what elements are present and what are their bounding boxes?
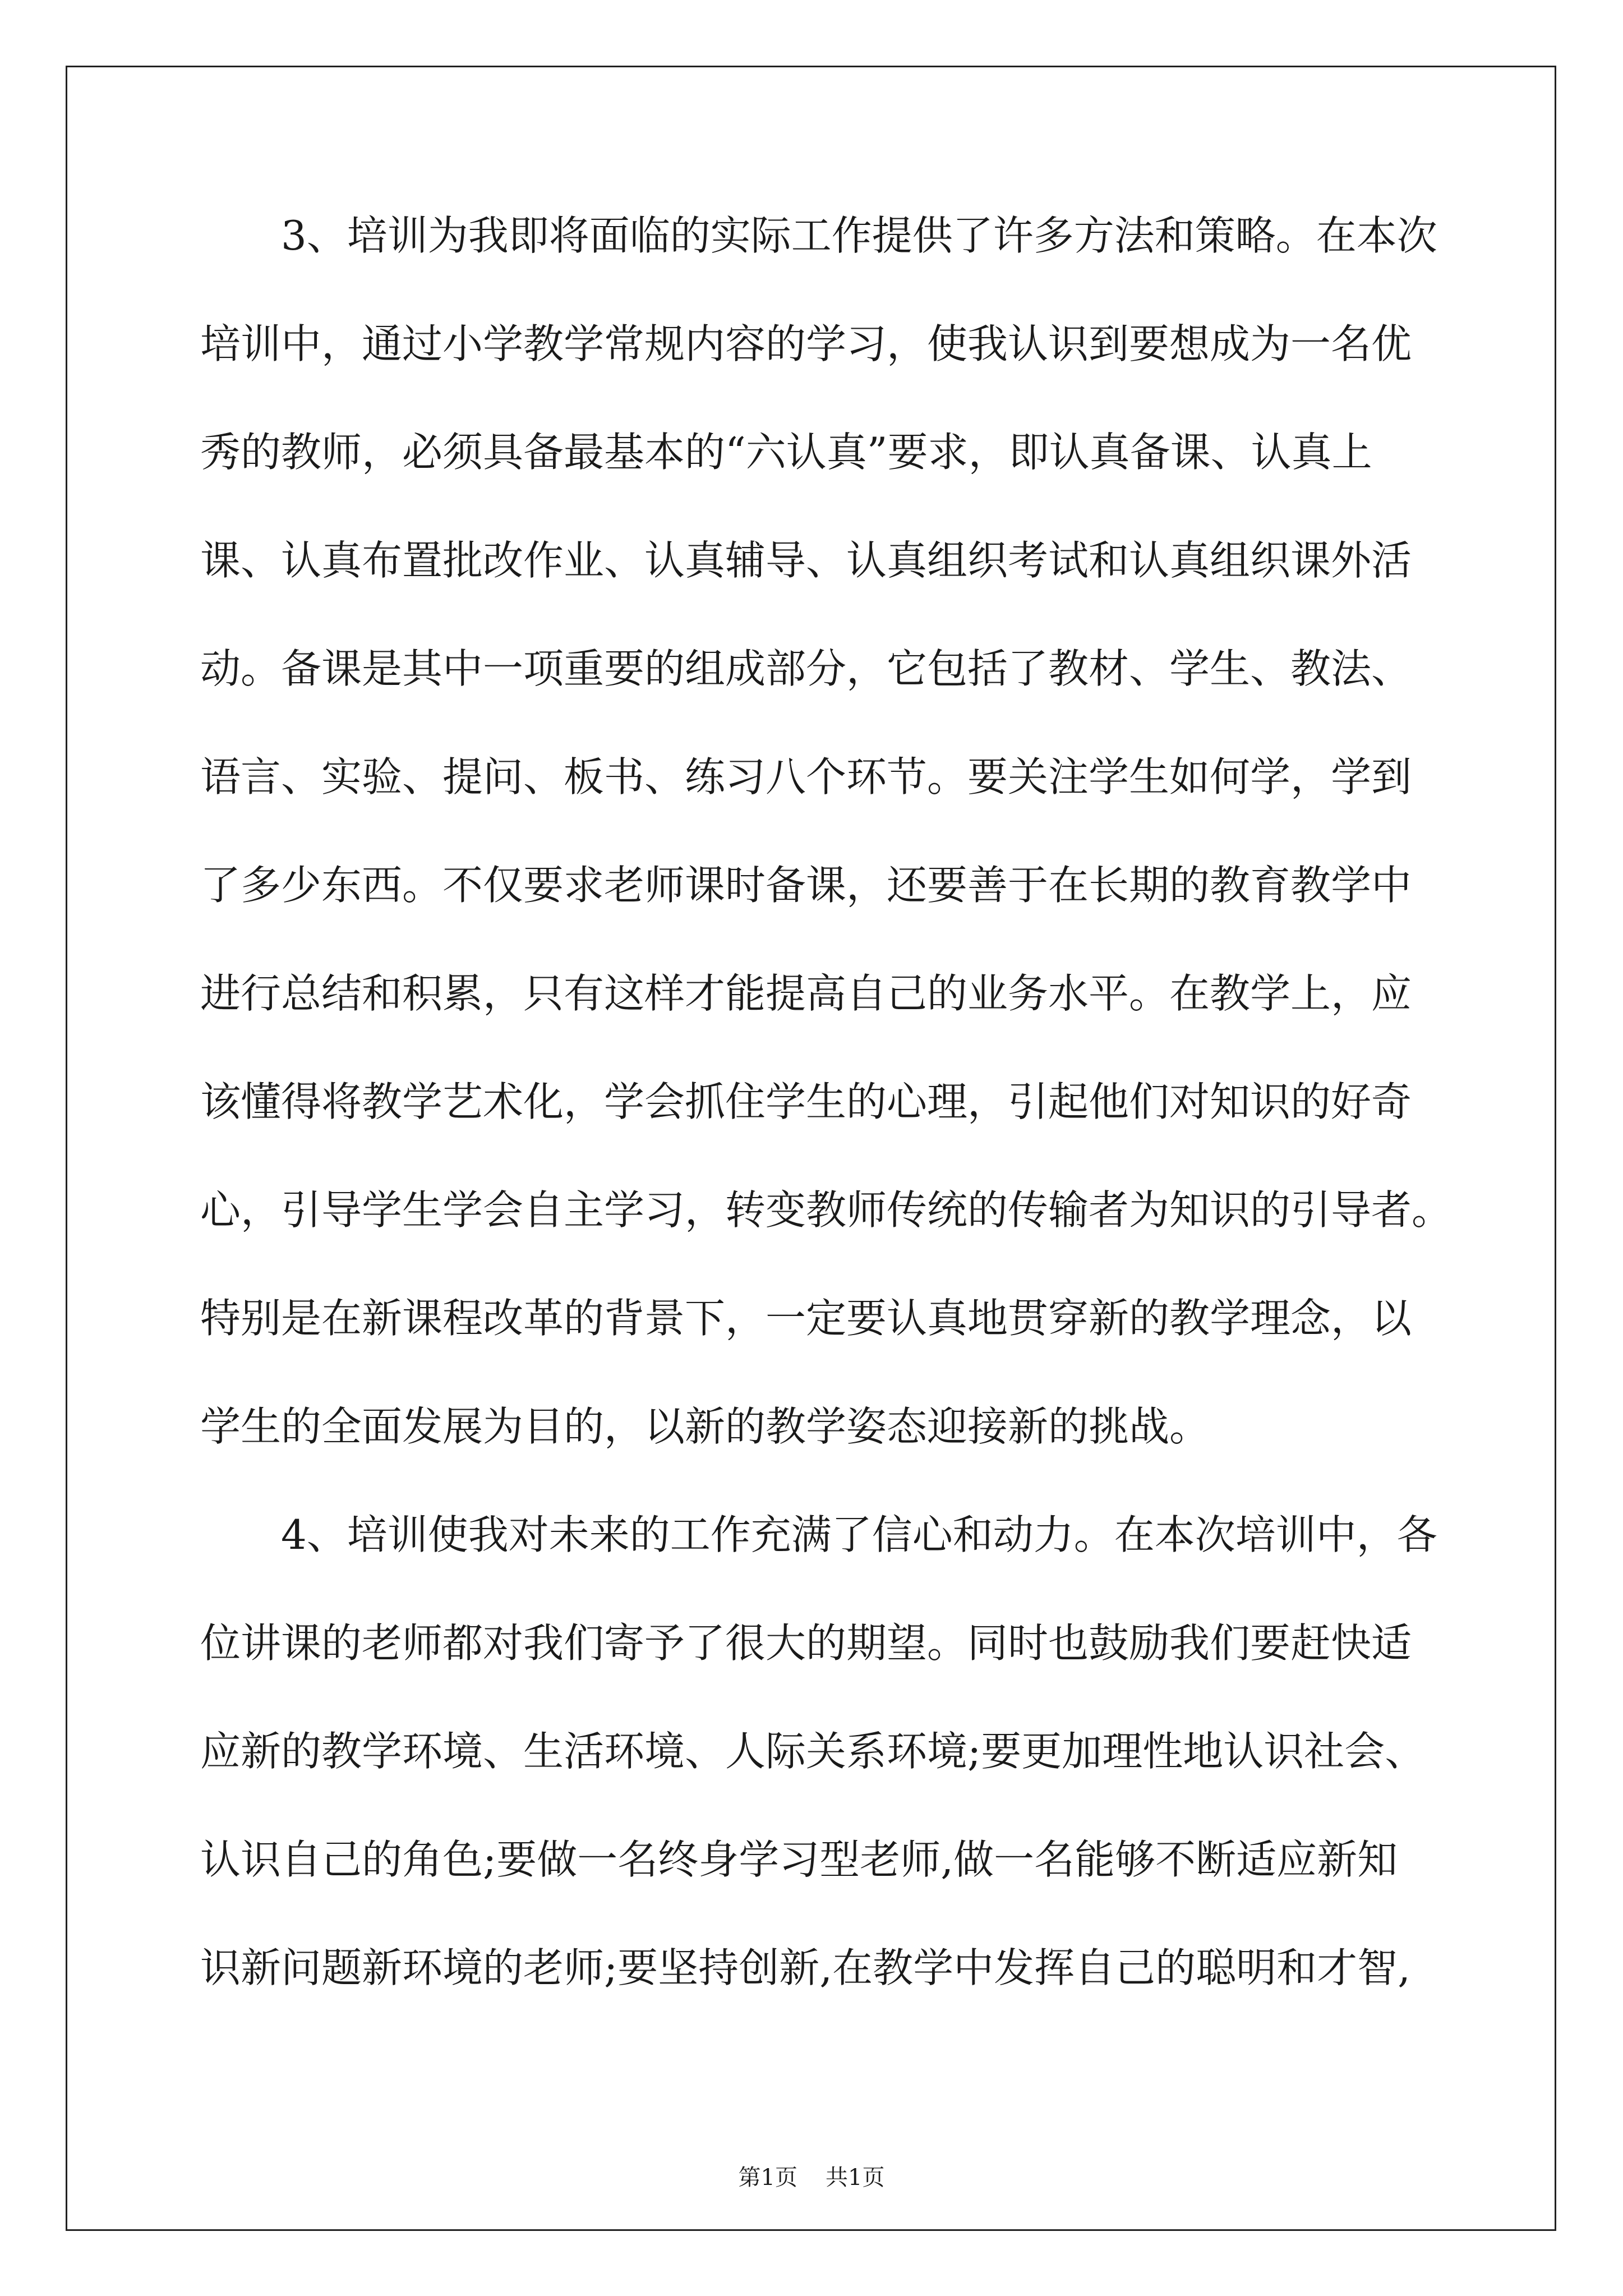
document-body xyxy=(200,209,1453,2049)
paragraph-3-line-5: 动。备课是其中一项重要的组成部分，它包括了教材、学生、教法、 xyxy=(200,645,1412,692)
paragraph-3-line-7: 了多少东西。不仅要求老师课时备课，还要善于在长期的教育教学中 xyxy=(200,862,1412,909)
paragraph-3-line-10: 心，引导学生学会自主学习，转变教师传统的传输者为知识的引导者。 xyxy=(200,1186,1453,1234)
paragraph-4-line-3: 应新的教学环境、生活环境、人际关系环境;要更加理性地认识社会、 xyxy=(200,1728,1426,1775)
paragraph-3-line-6: 语言、实验、提问、板书、练习八个环节。要关注学生如何学，学到 xyxy=(200,753,1412,800)
paragraph-3-line-1: 3、培训为我即将面临的实际工作提供了许多方法和策略。在本次 xyxy=(281,212,1437,259)
paragraph-3-line-12: 学生的全面发展为目的，以新的教学姿态迎接新的挑战。 xyxy=(200,1403,1210,1450)
paragraph-3-line-4: 课、认真布置批改作业、认真辅导、认真组织考试和认真组织课外活 xyxy=(200,537,1412,584)
paragraph-3-line-8: 进行总结和积累，只有这样才能提高自己的业务水平。在教学上，应 xyxy=(200,970,1412,1017)
page-footer xyxy=(0,2164,1623,2191)
paragraph-3-line-2: 培训中，通过小学教学常规内容的学习，使我认识到要想成为一名优 xyxy=(200,320,1412,367)
paragraph-4-line-4: 认识自己的角色;要做一名终身学习型老师,做一名能够不断适应新知 xyxy=(200,1836,1398,1883)
page-total: 共1页 xyxy=(826,2165,885,2191)
paragraph-4-line-1: 4、培训使我对未来的工作充满了信心和动力。在本次培训中，各 xyxy=(281,1511,1437,1558)
paragraph-3-line-11: 特别是在新课程改革的背景下，一定要认真地贯穿新的教学理念，以 xyxy=(200,1295,1412,1342)
paragraph-3-line-9: 该懂得将教学艺术化，学会抓住学生的心理，引起他们对知识的好奇 xyxy=(200,1078,1412,1125)
page-number: 第1页 xyxy=(738,2165,797,2191)
paragraph-4-line-5: 识新问题新环境的老师;要坚持创新,在教学中发挥自己的聪明和才智, xyxy=(200,1944,1411,1991)
paragraph-3-line-3: 秀的教师，必须具备最基本的“六认真”要求，即认真备课、认真上 xyxy=(200,429,1372,476)
paragraph-4-line-2: 位讲课的老师都对我们寄予了很大的期望。同时也鼓励我们要赶快适 xyxy=(200,1619,1412,1667)
